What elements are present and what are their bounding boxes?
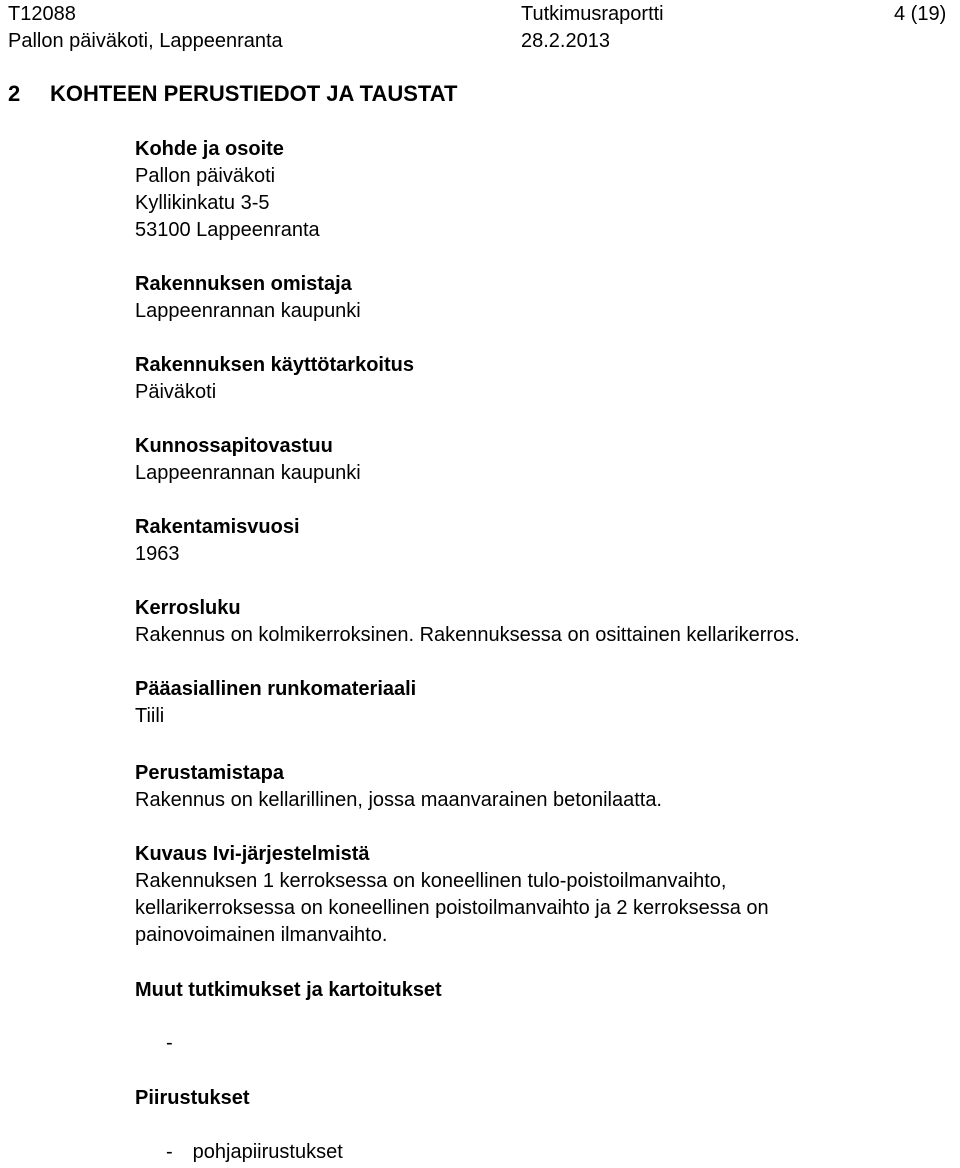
field-label: Muut tutkimukset ja kartoitukset [135,979,442,1001]
field-label: Perustamistapa [135,762,284,784]
field-muut [135,977,935,1004]
field-value: Rakennus on kellarillinen, jossa maanvarainen betonilaatta. [135,789,662,811]
field-value: kellarikerroksessa on koneellinen poistoilmanvaihto ja 2 kerroksessa on [135,897,769,919]
list-bullet: - [166,1141,173,1163]
field-value: painovoimainen ilmanvaihto. [135,924,388,946]
field-runkomateriaali [135,676,935,730]
field-kayttotarkoitus [135,352,935,406]
field-label: Rakennuksen käyttötarkoitus [135,354,414,376]
field-value: Lappeenrannan kaupunki [135,462,361,484]
header-page-number: 4 (19) [894,3,947,25]
field-label: Kuvaus Ivi-järjestelmistä [135,843,370,865]
section-number: 2 [8,81,21,106]
list-item [166,1030,173,1057]
field-value: Rakennus on kolmikerroksinen. Rakennuksessa on osittainen kellarikerros. [135,624,800,646]
field-omistaja [135,271,935,325]
header-date: 28.2.2013 [521,30,610,52]
field-value: Kyllikinkatu 3-5 [135,192,270,214]
section-heading [8,80,457,108]
header-report-type: Tutkimusraportti [521,3,664,25]
field-value: 53100 Lappeenranta [135,219,320,241]
list-bullet: - [166,1032,173,1054]
field-label: Piirustukset [135,1087,250,1109]
field-value: Päiväkoti [135,381,217,403]
field-value: 1963 [135,543,180,565]
field-kohde [135,136,935,244]
field-rakentamisvuosi [135,514,935,568]
field-perustamistapa [135,760,935,814]
field-kerrosluku [135,595,935,649]
field-value: Lappeenrannan kaupunki [135,300,361,322]
field-value: Pallon päiväkoti [135,165,276,187]
field-label: Kerrosluku [135,597,241,619]
list-item-text: pohjapiirustukset [192,1141,343,1163]
field-label: Pääasiallinen runkomateriaali [135,678,417,700]
field-kunnossapito [135,433,935,487]
header-doc-id: T12088 [8,3,76,25]
section-title: KOHTEEN PERUSTIEDOT JA TAUSTAT [50,81,458,106]
field-label: Kunnossapitovastuu [135,435,333,457]
field-piirustukset [135,1085,935,1112]
field-value: Tiili [135,705,165,727]
header-location: Pallon päiväkoti, Lappeenranta [8,30,283,52]
field-label: Rakentamisvuosi [135,516,300,538]
field-label: Rakennuksen omistaja [135,273,352,295]
list-item [166,1139,343,1166]
field-lvi [135,841,935,949]
field-value: Rakennuksen 1 kerroksessa on koneellinen tulo-poistoilmanvaihto, [135,870,727,892]
field-label: Kohde ja osoite [135,138,284,160]
